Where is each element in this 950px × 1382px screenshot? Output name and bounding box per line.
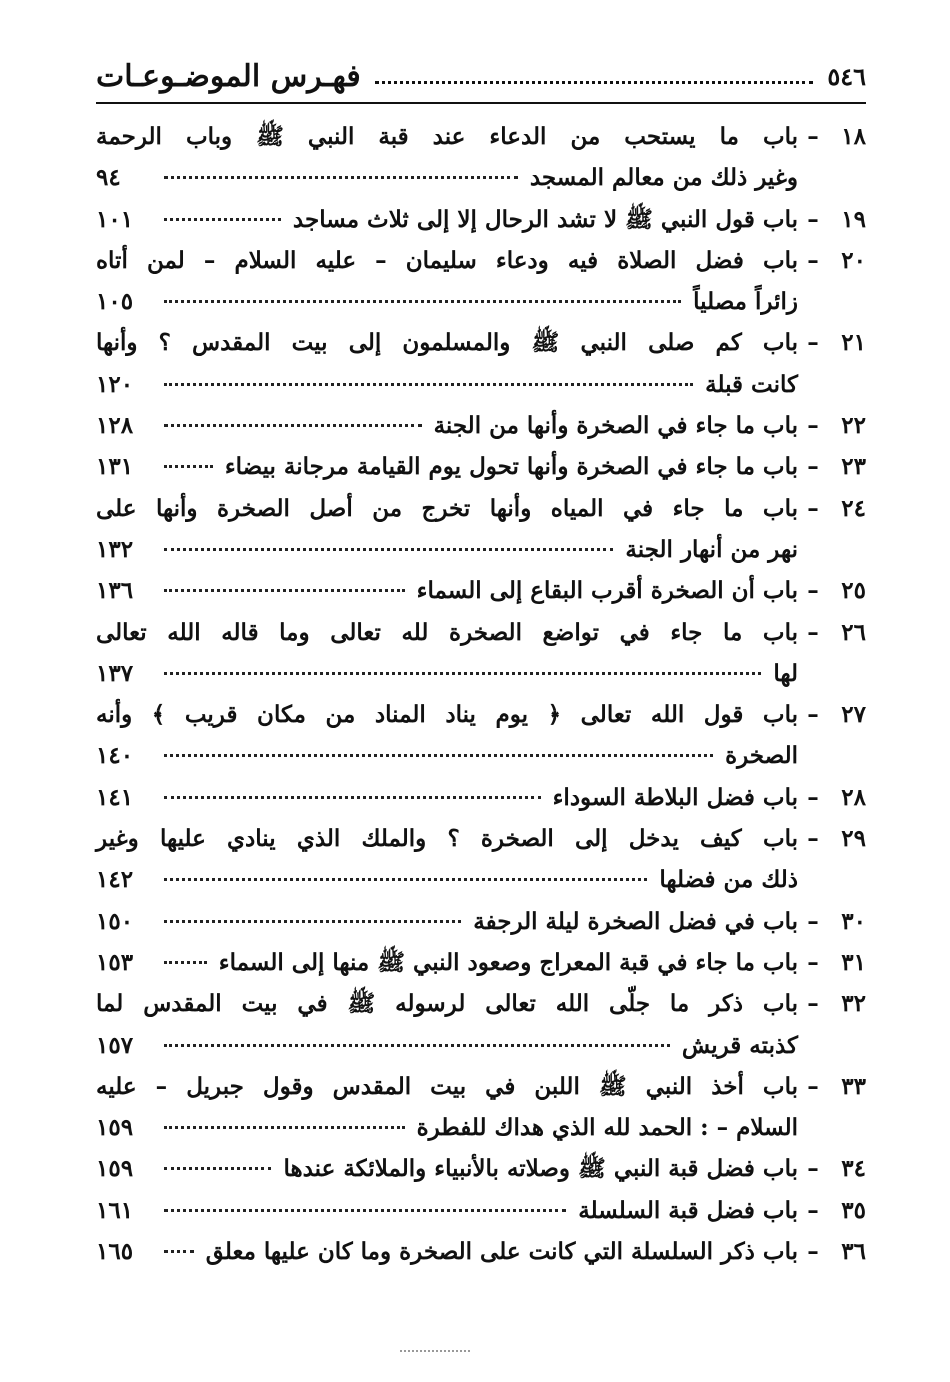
- dot-leader: [164, 383, 693, 386]
- toc-entry: [96, 322, 866, 405]
- entry-number: ٣٠: [841, 907, 866, 935]
- toc-entry-line: [96, 859, 866, 900]
- entry-dash: –: [807, 948, 819, 976]
- entry-page-number: ١٦١: [96, 1196, 134, 1224]
- toc-entry-line: [96, 405, 866, 446]
- entry-number: ٢٦: [841, 618, 866, 646]
- toc-entry-line: [96, 983, 866, 1024]
- toc-entry-line: [96, 694, 866, 735]
- footer-mark: [400, 1350, 470, 1352]
- entry-title: باب ذكر السلسلة التي كانت على الصخرة وما كان عليها معلق: [205, 1238, 798, 1266]
- entry-number: ٢٨: [841, 783, 866, 811]
- toc-entry: [96, 1148, 866, 1189]
- toc-entry-line: [96, 322, 866, 363]
- entry-dash: –: [807, 1072, 819, 1100]
- entry-page-number: ١٢٨: [96, 412, 134, 440]
- entry-number: ١٩: [841, 205, 866, 233]
- entry-page-number: ١٥٧: [96, 1031, 134, 1059]
- dot-leader: [164, 961, 207, 964]
- entry-page-number: ١٥٩: [96, 1155, 134, 1183]
- entry-title: لها: [773, 659, 798, 687]
- toc-entry: [96, 694, 866, 777]
- dot-leader: [164, 589, 405, 592]
- entry-title: باب ذكر ما جلّى الله تعالى لرسوله ﷺ في بيت المقدس لما: [96, 990, 798, 1018]
- dot-leader: [164, 754, 713, 757]
- entry-title: باب فضل الصلاة فيه ودعاء سليمان – عليه السلام – لمن أتاه: [96, 246, 798, 274]
- dot-leader: [164, 672, 761, 675]
- toc-entry: [96, 199, 866, 240]
- entry-page-number: ١٤٢: [96, 866, 134, 894]
- entry-number: ٣٤: [841, 1155, 866, 1183]
- toc-entry-line: [96, 818, 866, 859]
- entry-page-number: ١٣١: [96, 453, 134, 481]
- entry-title: باب أن الصخرة أقرب البقاع إلى السماء: [416, 577, 798, 605]
- dot-leader: [164, 218, 281, 221]
- entry-title: باب ما جاء في تواضع الصخرة لله تعالى وما قاله الله تعالى: [96, 618, 798, 646]
- entry-title: باب فضل قبة النبي ﷺ وصلاته بالأنبياء والملائكة عندها: [283, 1155, 798, 1183]
- toc-entry: [96, 983, 866, 1066]
- toc-entry-line: [96, 901, 866, 942]
- toc-entry-line: [96, 777, 866, 818]
- entry-page-number: ١٢٠: [96, 370, 134, 398]
- entry-number: ٢٠: [841, 246, 866, 274]
- entry-dash: –: [807, 412, 819, 440]
- dot-leader: [164, 920, 461, 923]
- toc-entry: [96, 901, 866, 942]
- dot-leader: [164, 465, 213, 468]
- header-dot-leader: [375, 81, 814, 84]
- entry-page-number: ١٤١: [96, 783, 134, 811]
- entry-title: الصخرة: [725, 742, 798, 770]
- entry-number: ٢٢: [841, 412, 866, 440]
- toc-entry: [96, 240, 866, 323]
- entry-title: باب قول النبي ﷺ لا تشد الرحال إلا إلى ثلاث مساجد: [292, 205, 798, 233]
- dot-leader: [164, 548, 613, 551]
- entry-number: ٢٣: [841, 453, 866, 481]
- entry-page-number: ١٣٧: [96, 659, 134, 687]
- entry-dash: –: [807, 329, 819, 357]
- dot-leader: [164, 300, 681, 303]
- entry-dash: –: [807, 123, 819, 150]
- entry-number: ٢٧: [841, 701, 866, 729]
- entry-title: وغير ذلك من معالم المسجد: [529, 164, 798, 192]
- toc-entry-line: [96, 1107, 866, 1148]
- entry-dash: –: [807, 577, 819, 605]
- entry-number: ٣٣: [841, 1072, 866, 1100]
- entry-title: السلام – : الحمد لله الذي هداك للفطرة: [416, 1114, 798, 1142]
- toc-entry: [96, 612, 866, 695]
- entry-number: ٢٥: [841, 577, 866, 605]
- entry-number: ٢٤: [841, 494, 866, 522]
- toc-entry-line: [96, 488, 866, 529]
- entry-title: باب كم صلى النبي ﷺ والمسلمون إلى بيت المقدس ؟ وأنها: [96, 329, 798, 357]
- entry-title: باب ما يستحب من الدعاء عند قبة النبي ﷺ وباب الرحمة: [96, 123, 798, 150]
- entry-page-number: ١٤٠: [96, 742, 134, 770]
- toc-entry-line: [96, 529, 866, 570]
- toc-entry-line: [96, 653, 866, 694]
- entry-dash: –: [807, 205, 819, 233]
- toc-entry: [96, 405, 866, 446]
- toc-entry: [96, 777, 866, 818]
- entry-page-number: ١٦٥: [96, 1238, 134, 1266]
- entry-title: باب فضل قبة السلسلة: [578, 1196, 798, 1224]
- toc-entry: [96, 116, 866, 199]
- toc-entry-line: [96, 446, 866, 487]
- toc-entry-line: [96, 942, 866, 983]
- entry-dash: –: [807, 701, 819, 729]
- toc-entry-line: [96, 735, 866, 776]
- dot-leader: [164, 796, 541, 799]
- entry-title: باب ما جاء في الصخرة وأنها تحول يوم القيامة مرجانة بيضاء: [224, 453, 798, 481]
- entry-page-number: ١٣٦: [96, 577, 134, 605]
- entry-page-number: ٩٤: [96, 164, 121, 192]
- entry-title: باب فضل البلاطة السوداء: [552, 783, 798, 811]
- dot-leader: [164, 878, 647, 881]
- toc-entry: [96, 570, 866, 611]
- toc-entry-line: [96, 570, 866, 611]
- dot-leader: [164, 1044, 670, 1047]
- toc-entry-line: [96, 281, 866, 322]
- entry-dash: –: [807, 990, 819, 1018]
- entry-dash: –: [807, 494, 819, 522]
- entry-dash: –: [807, 246, 819, 274]
- entry-title: باب قول الله تعالى ﴿ يوم يناد المناد من مكان قريب ﴾ وأنه: [96, 701, 798, 729]
- entry-number: ١٨: [841, 123, 866, 150]
- toc-entry-line: [96, 1231, 866, 1272]
- dot-leader: [164, 176, 518, 179]
- entry-title: زائراً مصلياً: [693, 288, 798, 316]
- toc-entry-line: [96, 612, 866, 653]
- entry-dash: –: [807, 1196, 819, 1224]
- entry-page-number: ١٣٢: [96, 535, 134, 563]
- toc-entry-line: [96, 1190, 866, 1231]
- entry-dash: –: [807, 1155, 819, 1183]
- entry-dash: –: [807, 618, 819, 646]
- dot-leader: [164, 1126, 405, 1129]
- toc-entry-line: [96, 1148, 866, 1189]
- entry-number: ٣٢: [841, 990, 866, 1018]
- page-header: [96, 52, 866, 104]
- entry-number: ٣٥: [841, 1196, 866, 1224]
- entry-number: ٢٩: [841, 825, 866, 853]
- entry-title: باب ما جاء في المياه وأنها تخرج من أصل الصخرة وأنها على: [96, 494, 798, 522]
- toc-entry: [96, 1190, 866, 1231]
- toc-entry: [96, 1231, 866, 1272]
- entry-dash: –: [807, 783, 819, 811]
- entry-page-number: ١٠٥: [96, 288, 134, 316]
- toc-entry-line: [96, 157, 866, 198]
- entry-title: باب في فضل الصخرة ليلة الرجفة: [473, 907, 798, 935]
- entry-dash: –: [807, 907, 819, 935]
- toc-entry: [96, 818, 866, 901]
- toc-entry-line: [96, 240, 866, 281]
- toc-entry: [96, 446, 866, 487]
- entry-title: باب ما جاء في قبة المعراج وصعود النبي ﷺ منها إلى السماء: [218, 948, 798, 976]
- toc-entry-line: [96, 1066, 866, 1107]
- entry-title: باب ما جاء في الصخرة وأنها من الجنة: [433, 412, 798, 440]
- toc-entry-line: [96, 199, 866, 240]
- entry-title: باب أخذ النبي ﷺ اللبن في بيت المقدس وقول جبريل – عليه: [96, 1072, 798, 1100]
- entry-number: ٢١: [841, 329, 866, 357]
- dot-leader: [164, 424, 422, 427]
- entry-title: كذبته قريش: [681, 1031, 798, 1059]
- toc-entry: [96, 488, 866, 571]
- page-number: ٥٤٦: [827, 61, 866, 91]
- entry-number: ٣١: [841, 948, 866, 976]
- entry-title: باب كيف يدخل إلى الصخرة ؟ والملك الذي ينادي عليها وغير: [96, 825, 798, 853]
- entry-page-number: ١٥٩: [96, 1114, 134, 1142]
- table-of-contents: [96, 116, 866, 1272]
- toc-entry: [96, 1066, 866, 1149]
- entry-page-number: ١٠١: [96, 205, 134, 233]
- entry-dash: –: [807, 1238, 819, 1266]
- toc-entry: [96, 942, 866, 983]
- toc-entry-line: [96, 116, 866, 157]
- dot-leader: [164, 1209, 566, 1212]
- entry-title: نهر من أنهار الجنة: [625, 535, 798, 563]
- entry-dash: –: [807, 825, 819, 853]
- entry-title: كانت قبلة: [705, 370, 798, 398]
- dot-leader: [164, 1167, 271, 1170]
- page-title: فهـرس الموضـوعـات: [96, 58, 361, 94]
- entry-number: ٣٦: [841, 1238, 866, 1266]
- entry-dash: –: [807, 453, 819, 481]
- entry-title: ذلك من فضلها: [659, 866, 798, 894]
- toc-entry-line: [96, 1025, 866, 1066]
- entry-page-number: ١٥٠: [96, 907, 134, 935]
- dot-leader: [164, 1250, 194, 1253]
- entry-page-number: ١٥٣: [96, 948, 134, 976]
- toc-entry-line: [96, 364, 866, 405]
